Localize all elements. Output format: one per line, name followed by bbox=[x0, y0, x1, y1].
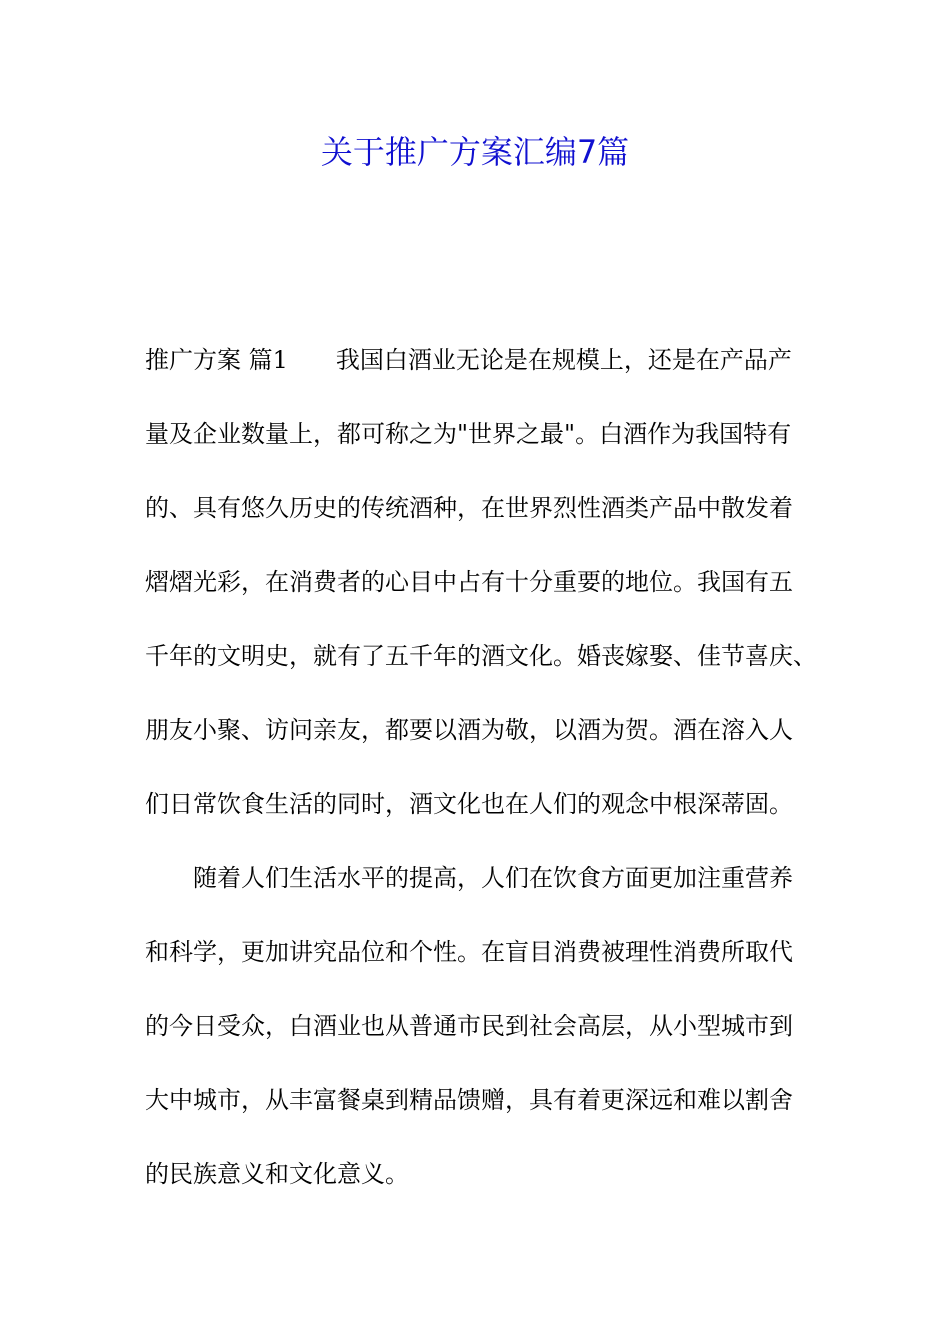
text-line: 随着人们生活水平的提高，人们在饮食方面更加注重营养 bbox=[193, 864, 793, 892]
text-line: 的民族意义和文化意义。 bbox=[145, 1160, 409, 1188]
text-line: 千年的文明史，就有了五千年的酒文化。婚丧嫁娶、佳节喜庆、 bbox=[145, 642, 817, 670]
text-line: 的今日受众，白酒业也从普通市民到社会高层，从小型城市到 bbox=[145, 1012, 793, 1040]
text-line: 量及企业数量上，都可称之为"世界之最"。白酒作为我国特有 bbox=[145, 420, 792, 448]
text-line: 大中城市，从丰富餐桌到精品馈赠，具有着更深远和难以割舍 bbox=[145, 1086, 793, 1114]
text-line: 和科学，更加讲究品位和个性。在盲目消费被理性消费所取代 bbox=[145, 938, 793, 966]
text-line: 朋友小聚、访问亲友，都要以酒为敬，以酒为贺。酒在溶入人 bbox=[145, 716, 793, 744]
text-line: 们日常饮食生活的同时，酒文化也在人们的观念中根深蒂固。 bbox=[145, 790, 793, 818]
text-line: 的、具有悠久历史的传统酒种，在世界烈性酒类产品中散发着 bbox=[145, 494, 793, 522]
text-line: 推广方案 篇1 我国白酒业无论是在规模上，还是在产品产 bbox=[145, 346, 792, 374]
document-title: 关于推广方案汇编7篇 bbox=[320, 133, 630, 171]
text-line: 熠熠光彩，在消费者的心目中占有十分重要的地位。我国有五 bbox=[145, 568, 793, 596]
